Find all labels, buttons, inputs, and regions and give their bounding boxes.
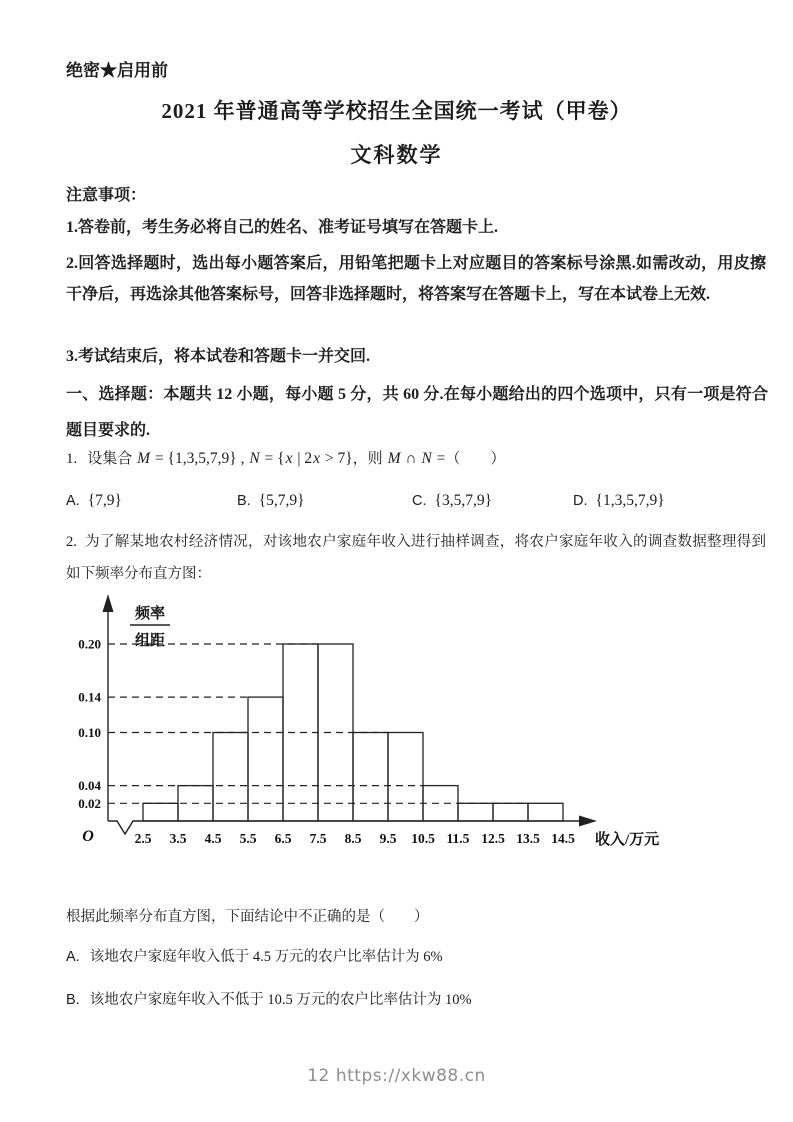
- option-b-text: {5,7,9}: [258, 492, 305, 509]
- question-2-option-a: [66, 945, 776, 966]
- option-b-label: B.: [237, 493, 251, 509]
- svg-text:0.14: 0.14: [78, 689, 101, 705]
- question-1-options: [66, 492, 776, 516]
- option-a: [66, 492, 122, 510]
- svg-text:3.5: 3.5: [169, 831, 187, 846]
- option-c-label: C.: [412, 493, 427, 509]
- option-b: [237, 492, 305, 510]
- question-2-number: 2.: [66, 534, 77, 550]
- option-c: [412, 492, 492, 510]
- svg-text:7.5: 7.5: [309, 831, 327, 846]
- svg-text:2.5: 2.5: [134, 831, 152, 846]
- page-number: 12: [307, 1066, 330, 1086]
- notice-item: 1.答卷前，考生务必将自己的姓名、准考证号填写在答题卡上.: [66, 219, 499, 236]
- svg-text:9.5: 9.5: [379, 831, 397, 846]
- frequency-histogram: [60, 591, 700, 876]
- question-2-option-b: [66, 988, 776, 1009]
- svg-text:组距: 组距: [134, 633, 166, 649]
- option-d: [573, 492, 665, 510]
- svg-text:0.04: 0.04: [78, 778, 101, 794]
- svg-text:8.5: 8.5: [344, 831, 362, 846]
- footer-url: https://xkw88.cn: [335, 1066, 486, 1086]
- question-2-stem: [66, 526, 766, 590]
- svg-text:12.5: 12.5: [481, 831, 505, 846]
- question-2-followup: 根据此频率分布直方图，下面结论中不正确的是（ ）: [66, 909, 429, 925]
- section-one-heading: 一、选择题：本题共 12 小题，每小题 5 分，共 60 分.在每小题给出的四个选项中，只有一项是符合题目要求的.: [66, 386, 768, 439]
- svg-text:频率: 频率: [134, 606, 166, 622]
- question-2-text: 为了解某地农村经济情况，对该地农户家庭年收入进行抽样调查，将农户家庭年收入的调查数据整理得到如下频率分布直方图：: [66, 534, 766, 582]
- notice-item: 2.回答选择题时，选出每小题答案后，用铅笔把题卡上对应题目的答案标号涂黑.如需改动，用皮擦干净后，再选涂其他答案标号，回答非选择题时，将答案写在答题卡上，写在本试卷上无效.: [66, 255, 766, 303]
- q2-option-a-label: A.: [66, 949, 80, 965]
- question-1-number: 1.: [66, 451, 78, 467]
- svg-text:4.5: 4.5: [204, 831, 222, 846]
- svg-text:11.5: 11.5: [446, 831, 470, 846]
- notice-item: 3.考试结束后，将本试卷和答题卡一并交回.: [66, 348, 371, 365]
- option-d-label: D.: [573, 493, 588, 509]
- q2-option-b-label: B.: [66, 992, 80, 1008]
- svg-text:O: O: [82, 828, 94, 845]
- option-d-text: {1,3,5,7,9}: [595, 492, 665, 509]
- question-1-text: 设集合 M = {1,3,5,7,9} , N = {x | 2x > 7}，则 M ∩ N =（ ）: [87, 450, 506, 467]
- svg-text:0.10: 0.10: [78, 725, 101, 740]
- exam-title: 2021 年普通高等学校招生全国统一考试（甲卷）: [161, 99, 632, 123]
- option-a-text: {7,9}: [87, 492, 122, 509]
- q2-option-b-text: 该地农户家庭年收入不低于 10.5 万元的农户比率估计为 10%: [89, 992, 472, 1008]
- svg-text:0.20: 0.20: [78, 636, 101, 652]
- exam-subject: 文科数学: [350, 143, 443, 167]
- page-footer: [0, 1066, 793, 1086]
- svg-text:收入/万元: 收入/万元: [595, 832, 660, 848]
- question-1-stem: [66, 447, 505, 468]
- svg-text:14.5: 14.5: [551, 831, 575, 846]
- classification-label: 绝密★启用前: [66, 61, 168, 80]
- svg-text:0.02: 0.02: [78, 795, 101, 811]
- option-a-label: A.: [66, 493, 80, 509]
- svg-text:10.5: 10.5: [411, 831, 435, 846]
- svg-text:13.5: 13.5: [516, 831, 540, 846]
- svg-text:5.5: 5.5: [239, 831, 257, 846]
- notice-heading: 注意事项：: [66, 187, 147, 204]
- q2-option-a-text: 该地农户家庭年收入低于 4.5 万元的农户比率估计为 6%: [89, 949, 443, 965]
- option-c-text: {3,5,7,9}: [434, 492, 493, 509]
- svg-text:6.5: 6.5: [274, 831, 292, 846]
